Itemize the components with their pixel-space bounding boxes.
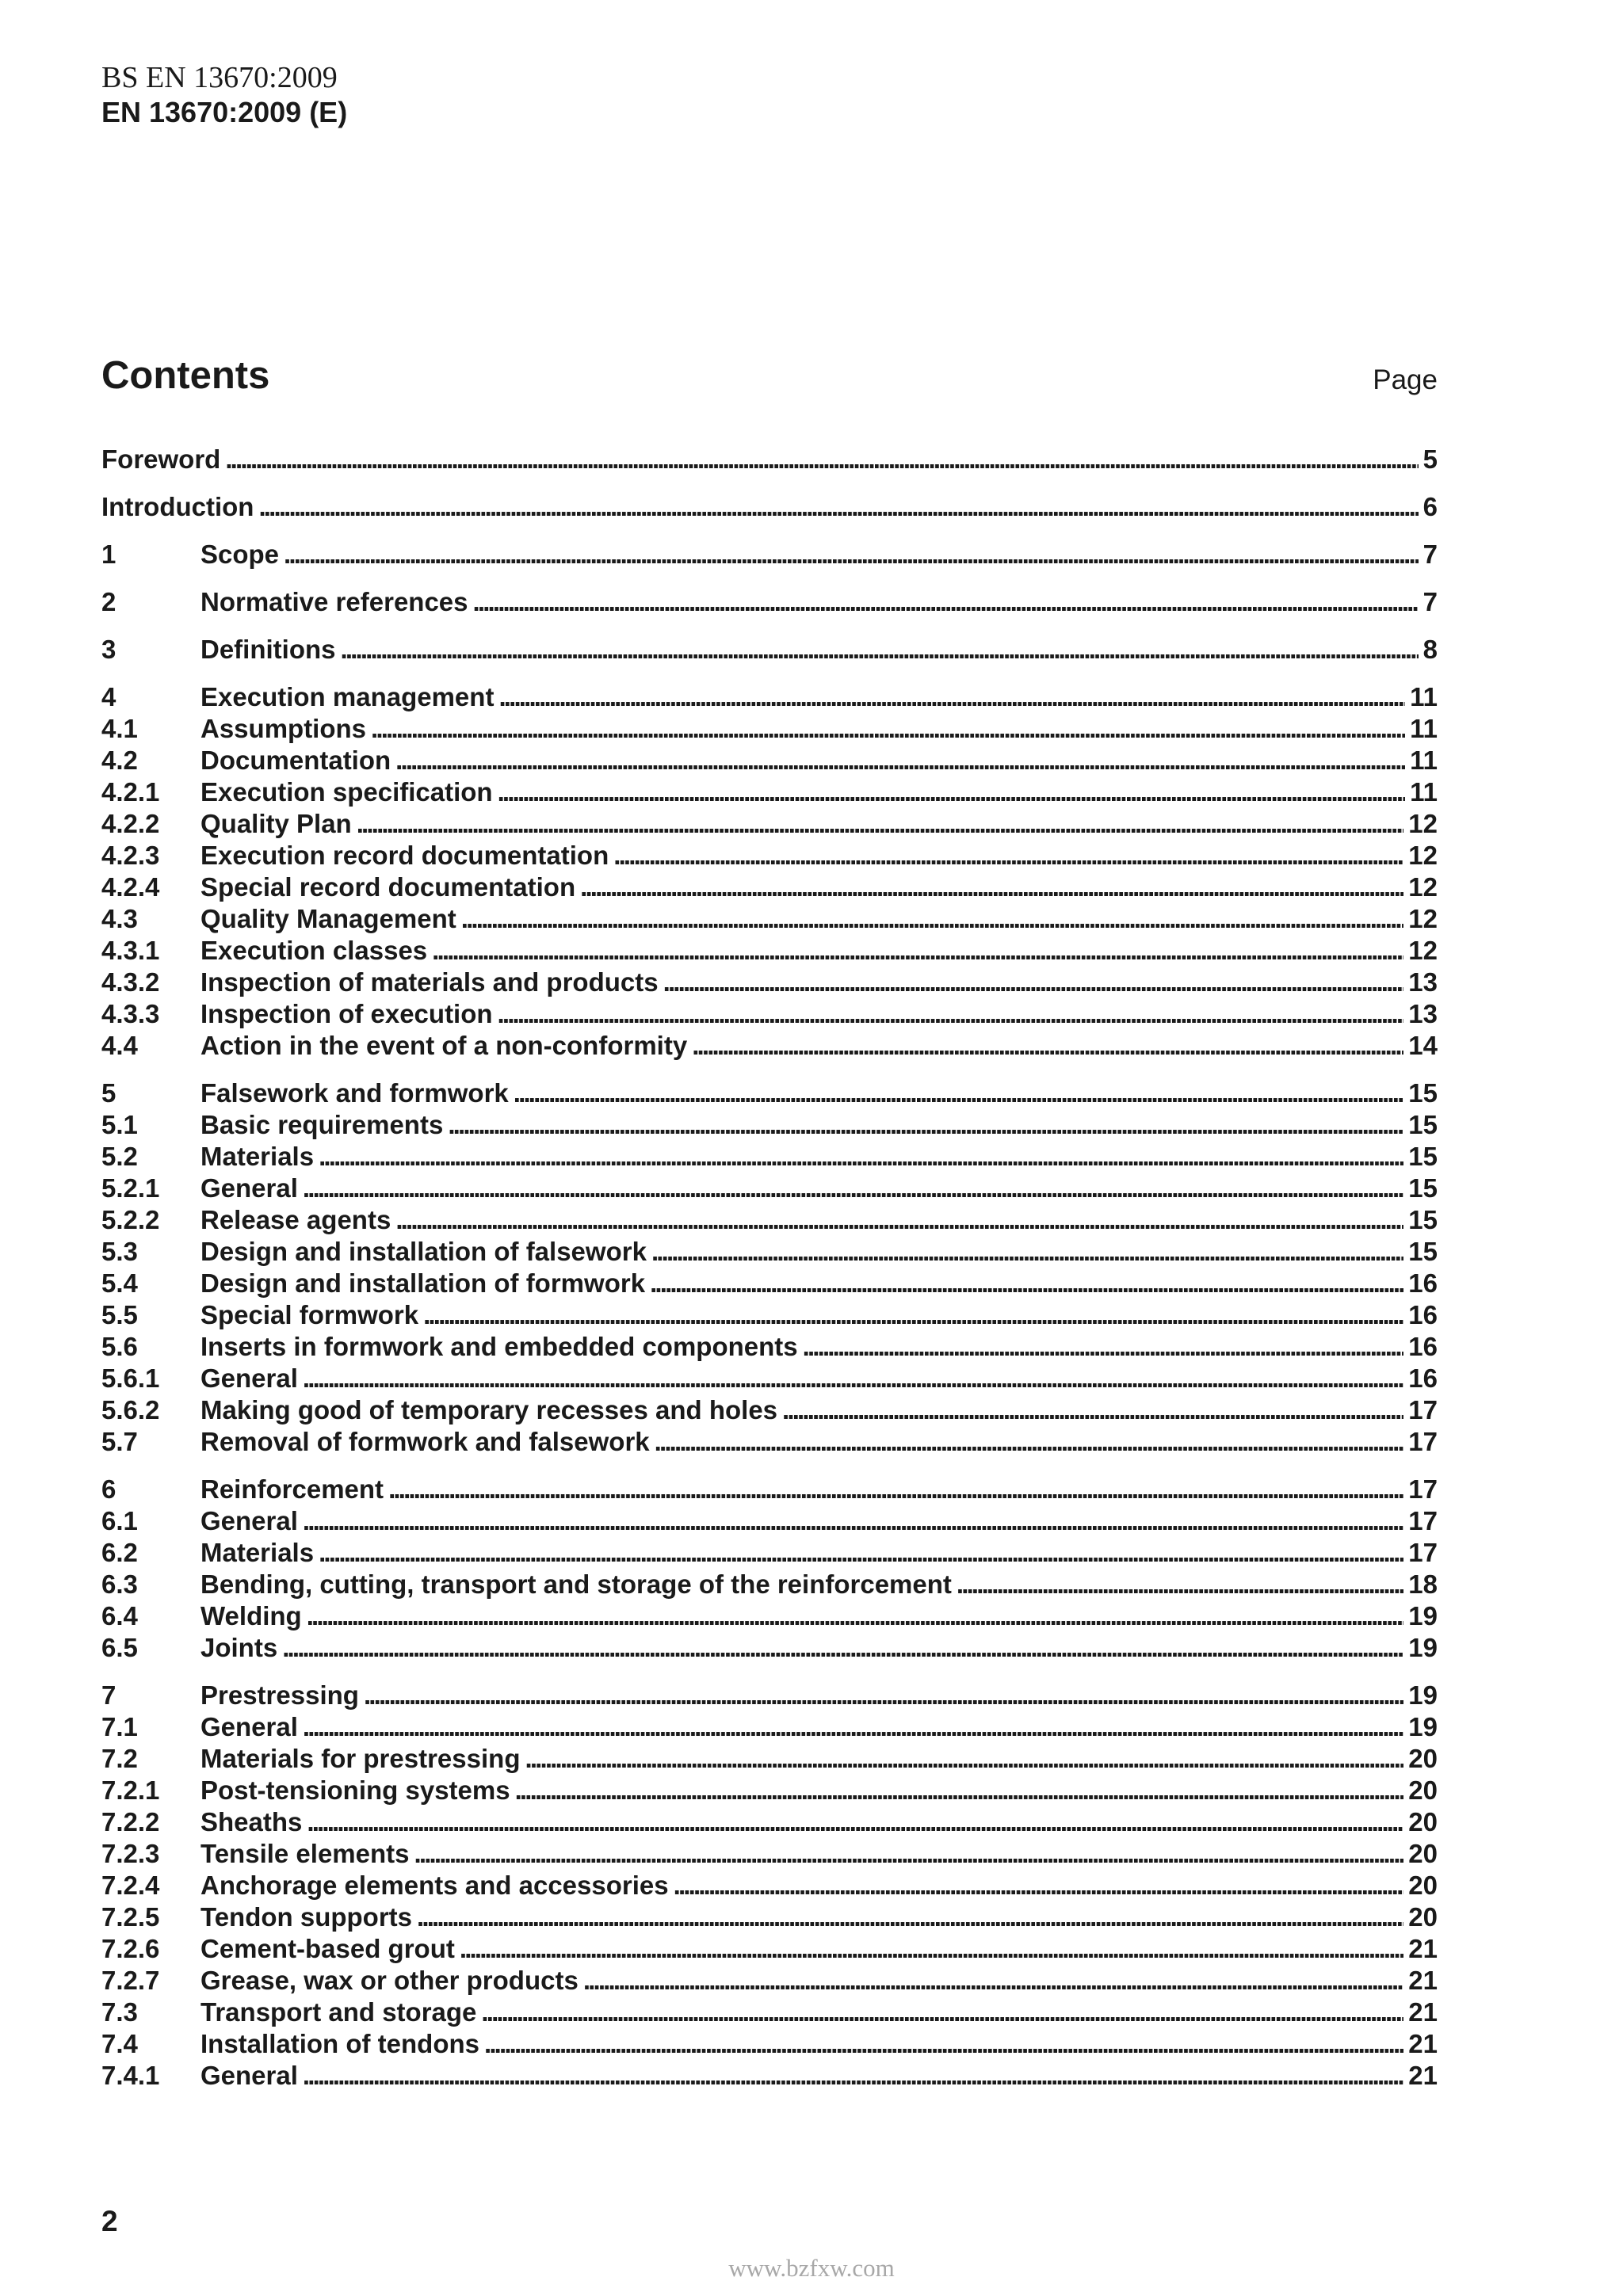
- toc-entry[interactable]: [101, 871, 1438, 903]
- toc-entry-number: 4.2: [101, 746, 138, 775]
- toc-entry-number: 7.2.7: [101, 1966, 160, 1995]
- toc-entry-page: 13: [1408, 999, 1438, 1028]
- toc-entry-number: 6.2: [101, 1538, 138, 1567]
- toc-entry-title: Falsework and formwork: [200, 1078, 509, 1108]
- toc-entry-number: 5.7: [101, 1427, 138, 1456]
- toc-entry-page: 11: [1410, 714, 1438, 743]
- toc-entry[interactable]: [101, 1933, 1438, 1965]
- toc-entry-number: 4.2.1: [101, 777, 160, 807]
- toc-dot-leader: [655, 1426, 1404, 1458]
- toc-entry-title: Introduction: [101, 492, 254, 521]
- toc-entry[interactable]: [101, 998, 1438, 1030]
- toc-entry-title: General: [200, 2061, 298, 2090]
- toc-entry-number: 5.2: [101, 1142, 138, 1171]
- toc-dot-leader: [357, 808, 1404, 840]
- toc-entry[interactable]: [101, 444, 1438, 475]
- toc-entry-title: Basic requirements: [200, 1110, 444, 1139]
- toc-entry-number: 7.2.1: [101, 1775, 160, 1805]
- toc-dot-leader: [580, 871, 1403, 903]
- toc-entry-title: General: [200, 1173, 298, 1203]
- toc-entry-page: 6: [1423, 492, 1438, 521]
- toc-entry-page: 19: [1408, 1680, 1438, 1710]
- toc-entry[interactable]: [101, 1632, 1438, 1664]
- toc-entry[interactable]: [101, 1299, 1438, 1331]
- toc-dot-leader: [674, 1870, 1404, 1901]
- document-id-header: BS EN 13670:2009: [101, 61, 338, 94]
- toc-entry-page: 19: [1408, 1633, 1438, 1662]
- toc-entry-number: 4: [101, 682, 116, 711]
- toc-entry-page: 21: [1408, 2061, 1438, 2090]
- toc-entry[interactable]: [101, 1870, 1438, 1901]
- toc-entry-number: 4.2.4: [101, 872, 160, 902]
- toc-entry[interactable]: [101, 1838, 1438, 1870]
- page-column-label: Page: [1373, 364, 1438, 395]
- toc-entry[interactable]: [101, 1965, 1438, 1997]
- toc-dot-leader: [371, 713, 1405, 745]
- toc-dot-leader: [498, 998, 1404, 1030]
- toc-entry-title: Joints: [200, 1633, 278, 1662]
- toc-entry-title: Execution record documentation: [200, 841, 609, 870]
- toc-entry-page: 11: [1410, 777, 1438, 807]
- toc-entry[interactable]: [101, 745, 1438, 776]
- toc-entry[interactable]: [101, 1331, 1438, 1363]
- toc-entry-page: 16: [1408, 1332, 1438, 1361]
- toc-entry[interactable]: [101, 1394, 1438, 1426]
- toc-dot-leader: [498, 681, 1405, 713]
- toc-dot-leader: [423, 1299, 1403, 1331]
- toc-entry[interactable]: [101, 1680, 1438, 1711]
- toc-entry-number: 7.2.6: [101, 1934, 160, 1963]
- toc-entry-page: 15: [1408, 1110, 1438, 1139]
- toc-entry-title: Action in the event of a non-conformity: [200, 1031, 688, 1060]
- toc-entry-title: Transport and storage: [200, 1997, 477, 2027]
- toc-dot-leader: [525, 1743, 1403, 1775]
- toc-entry-title: Making good of temporary recesses and holes: [200, 1395, 778, 1425]
- toc-entry-number: 7.2.2: [101, 1807, 160, 1836]
- toc-entry-number: 4.4: [101, 1031, 138, 1060]
- toc-entry-page: 17: [1408, 1538, 1438, 1567]
- toc-entry-number: 4.3.3: [101, 999, 160, 1028]
- toc-entry-number: 7.4.1: [101, 2061, 160, 2090]
- toc-dot-leader: [303, 1173, 1403, 1204]
- toc-entry[interactable]: [101, 935, 1438, 967]
- toc-entry-page: 15: [1408, 1078, 1438, 1108]
- toc-entry-number: 5.2.2: [101, 1205, 160, 1234]
- toc-dot-leader: [803, 1331, 1404, 1363]
- toc-dot-leader: [651, 1236, 1403, 1268]
- toc-entry-number: 6: [101, 1474, 116, 1504]
- contents-title: Contents: [101, 354, 270, 397]
- toc-entry[interactable]: [101, 1743, 1438, 1775]
- toc-entry-page: 20: [1408, 1902, 1438, 1932]
- toc-entry-page: 16: [1408, 1363, 1438, 1393]
- toc-entry-number: 5.6: [101, 1332, 138, 1361]
- toc-entry-page: 20: [1408, 1807, 1438, 1836]
- toc-entry[interactable]: [101, 1505, 1438, 1537]
- toc-entry[interactable]: [101, 1537, 1438, 1569]
- toc-entry-number: 4.3.2: [101, 967, 160, 997]
- toc-dot-leader: [613, 840, 1403, 871]
- toc-entry-title: Quality Management: [200, 904, 456, 933]
- toc-entry-title: Special formwork: [200, 1300, 419, 1329]
- toc-dot-leader: [957, 1569, 1403, 1600]
- toc-section-group: [101, 586, 1438, 618]
- toc-entry[interactable]: [101, 2060, 1438, 2092]
- toc-entry[interactable]: [101, 1901, 1438, 1933]
- toc-entry-title: Release agents: [200, 1205, 391, 1234]
- toc-entry-page: 20: [1408, 1839, 1438, 1868]
- toc-entry[interactable]: [101, 1173, 1438, 1204]
- toc-entry-page: 12: [1408, 904, 1438, 933]
- toc-entry[interactable]: [101, 1030, 1438, 1062]
- toc-dot-leader: [303, 1711, 1403, 1743]
- toc-section-group: [101, 634, 1438, 666]
- toc-entry-page: 15: [1408, 1173, 1438, 1203]
- toc-dot-leader: [448, 1109, 1403, 1141]
- toc-entry-title: Inserts in formwork and embedded components: [200, 1332, 798, 1361]
- toc-entry-title: General: [200, 1712, 298, 1741]
- toc-dot-leader: [258, 491, 1418, 523]
- toc-dot-leader: [303, 2060, 1403, 2092]
- toc-entry-number: 5: [101, 1078, 116, 1108]
- toc-dot-leader: [307, 1806, 1403, 1838]
- toc-dot-leader: [225, 444, 1418, 475]
- toc-entry-page: 13: [1408, 967, 1438, 997]
- toc-entry-title: Materials for prestressing: [200, 1744, 521, 1773]
- toc-entry-title: Bending, cutting, transport and storage of the reinforcement: [200, 1569, 952, 1599]
- table-of-contents: [101, 444, 1438, 2107]
- toc-entry[interactable]: [101, 539, 1438, 570]
- toc-entry-page: 8: [1423, 635, 1438, 664]
- toc-entry-number: 5.3: [101, 1237, 138, 1266]
- toc-entry[interactable]: [101, 2028, 1438, 2060]
- toc-dot-leader: [395, 1204, 1403, 1236]
- toc-entry[interactable]: [101, 491, 1438, 523]
- toc-entry[interactable]: [101, 1363, 1438, 1394]
- toc-dot-leader: [515, 1775, 1404, 1806]
- toc-entry-number: 7.4: [101, 2029, 138, 2058]
- toc-dot-leader: [417, 1901, 1403, 1933]
- toc-dot-leader: [307, 1600, 1404, 1632]
- toc-entry-number: 4.2.2: [101, 809, 160, 838]
- toc-entry-number: 5.1: [101, 1110, 138, 1139]
- toc-dot-leader: [583, 1965, 1403, 1997]
- toc-entry-number: 7: [101, 1680, 116, 1710]
- toc-entry-title: Execution management: [200, 682, 495, 711]
- toc-entry[interactable]: [101, 776, 1438, 808]
- toc-entry[interactable]: [101, 1806, 1438, 1838]
- toc-entry-title: Definitions: [200, 635, 336, 664]
- toc-entry-title: General: [200, 1506, 298, 1535]
- toc-entry[interactable]: [101, 1204, 1438, 1236]
- toc-entry[interactable]: [101, 681, 1438, 713]
- toc-entry-title: Inspection of execution: [200, 999, 493, 1028]
- toc-entry-page: 12: [1408, 936, 1438, 965]
- toc-entry-title: Materials: [200, 1538, 315, 1567]
- toc-dot-leader: [650, 1268, 1403, 1299]
- toc-entry-title: Grease, wax or other products: [200, 1966, 579, 1995]
- toc-entry-number: 2: [101, 587, 116, 616]
- toc-section-group: [101, 1474, 1438, 1664]
- toc-entry-page: 20: [1408, 1871, 1438, 1900]
- toc-entry[interactable]: [101, 1711, 1438, 1743]
- toc-entry-title: Prestressing: [200, 1680, 359, 1710]
- toc-dot-leader: [432, 935, 1403, 967]
- toc-entry-number: 6.1: [101, 1506, 138, 1535]
- toc-entry-number: 7.2: [101, 1744, 138, 1773]
- toc-entry[interactable]: [101, 1600, 1438, 1632]
- watermark: www.bzfxw.com: [728, 2254, 895, 2282]
- toc-entry-page: 19: [1408, 1712, 1438, 1741]
- toc-entry-title: Normative references: [200, 587, 468, 616]
- toc-entry[interactable]: [101, 840, 1438, 871]
- toc-entry-title: Execution classes: [200, 936, 428, 965]
- toc-entry-page: 7: [1423, 540, 1438, 569]
- toc-entry-title: Scope: [200, 540, 280, 569]
- toc-entry-number: 7.2.4: [101, 1871, 160, 1900]
- toc-entry-page: 21: [1408, 1966, 1438, 1995]
- toc-dot-leader: [395, 745, 1405, 776]
- toc-entry-page: 17: [1408, 1427, 1438, 1456]
- toc-entry-title: Tendon supports: [200, 1902, 413, 1932]
- toc-entry-title: Inspection of materials and products: [200, 967, 659, 997]
- toc-entry-page: 19: [1408, 1601, 1438, 1630]
- toc-entry-number: 7.3: [101, 1997, 138, 2027]
- toc-entry[interactable]: [101, 634, 1438, 666]
- toc-dot-leader: [319, 1141, 1403, 1173]
- toc-entry-number: 7.2.3: [101, 1839, 160, 1868]
- toc-entry[interactable]: [101, 1997, 1438, 2028]
- toc-entry-title: Materials: [200, 1142, 315, 1171]
- toc-entry[interactable]: [101, 586, 1438, 618]
- toc-entry-page: 12: [1408, 872, 1438, 902]
- toc-dot-leader: [388, 1474, 1403, 1505]
- toc-entry-number: 5.4: [101, 1268, 138, 1298]
- toc-section-group: [101, 681, 1438, 1062]
- toc-entry-page: 12: [1408, 809, 1438, 838]
- toc-dot-leader: [460, 1933, 1403, 1965]
- toc-entry-page: 18: [1408, 1569, 1438, 1599]
- toc-entry-page: 17: [1408, 1506, 1438, 1535]
- toc-entry[interactable]: [101, 808, 1438, 840]
- toc-section-group: [101, 539, 1438, 570]
- toc-entry[interactable]: [101, 903, 1438, 935]
- document-id-subheader: EN 13670:2009 (E): [101, 96, 348, 128]
- toc-entry-number: 7.1: [101, 1712, 138, 1741]
- toc-entry[interactable]: [101, 1109, 1438, 1141]
- toc-entry[interactable]: [101, 1569, 1438, 1600]
- toc-entry[interactable]: [101, 713, 1438, 745]
- toc-entry-page: 20: [1408, 1744, 1438, 1773]
- toc-dot-leader: [414, 1838, 1404, 1870]
- toc-section-group: [101, 491, 1438, 523]
- toc-entry-number: 5.2.1: [101, 1173, 160, 1203]
- toc-entry-page: 15: [1408, 1205, 1438, 1234]
- toc-entry[interactable]: [101, 1268, 1438, 1299]
- toc-entry[interactable]: [101, 1426, 1438, 1458]
- toc-entry-page: 21: [1408, 1997, 1438, 2027]
- toc-dot-leader: [473, 586, 1419, 618]
- toc-entry-title: Post-tensioning systems: [200, 1775, 510, 1805]
- toc-entry-number: 3: [101, 635, 116, 664]
- toc-entry-title: Assumptions: [200, 714, 367, 743]
- toc-entry-number: 5.5: [101, 1300, 138, 1329]
- toc-entry-title: General: [200, 1363, 298, 1393]
- toc-dot-leader: [782, 1394, 1403, 1426]
- toc-entry-page: 17: [1408, 1395, 1438, 1425]
- toc-dot-leader: [481, 1997, 1403, 2028]
- toc-entry-title: Documentation: [200, 746, 391, 775]
- toc-entry-title: Execution specification: [200, 777, 493, 807]
- toc-entry-title: Foreword: [101, 444, 221, 474]
- toc-entry-title: Sheaths: [200, 1807, 303, 1836]
- toc-entry-page: 11: [1410, 746, 1438, 775]
- toc-entry-number: 4.3.1: [101, 936, 160, 965]
- toc-entry-page: 11: [1410, 682, 1438, 711]
- toc-entry-page: 20: [1408, 1775, 1438, 1805]
- toc-entry-number: 7.2.5: [101, 1902, 160, 1932]
- toc-entry-number: 4.3: [101, 904, 138, 933]
- toc-entry-title: Tensile elements: [200, 1839, 410, 1868]
- toc-entry-page: 15: [1408, 1237, 1438, 1266]
- toc-entry-page: 15: [1408, 1142, 1438, 1171]
- toc-entry-page: 17: [1408, 1474, 1438, 1504]
- toc-section-group: [101, 1077, 1438, 1458]
- toc-entry-number: 1: [101, 540, 116, 569]
- toc-entry-page: 16: [1408, 1268, 1438, 1298]
- toc-entry-page: 21: [1408, 1934, 1438, 1963]
- toc-entry-page: 7: [1423, 587, 1438, 616]
- toc-entry[interactable]: [101, 1077, 1438, 1109]
- toc-dot-leader: [364, 1680, 1403, 1711]
- toc-dot-leader: [341, 634, 1419, 666]
- toc-entry[interactable]: [101, 1236, 1438, 1268]
- toc-dot-leader: [303, 1505, 1403, 1537]
- toc-dot-leader: [461, 903, 1404, 935]
- toc-entry-title: Installation of tendons: [200, 2029, 479, 2058]
- toc-entry-title: Removal of formwork and falsework: [200, 1427, 650, 1456]
- toc-entry-title: Quality Plan: [200, 809, 352, 838]
- toc-dot-leader: [319, 1537, 1403, 1569]
- toc-dot-leader: [303, 1363, 1403, 1394]
- toc-entry-number: 5.6.2: [101, 1395, 160, 1425]
- toc-entry-title: Design and installation of formwork: [200, 1268, 646, 1298]
- toc-entry-page: 16: [1408, 1300, 1438, 1329]
- toc-dot-leader: [663, 967, 1404, 998]
- toc-entry-number: 5.6.1: [101, 1363, 160, 1393]
- toc-entry-number: 4.2.3: [101, 841, 160, 870]
- toc-entry-title: Anchorage elements and accessories: [200, 1871, 669, 1900]
- toc-section-group: [101, 444, 1438, 475]
- toc-entry-page: 14: [1408, 1031, 1438, 1060]
- toc-entry-title: Cement-based grout: [200, 1934, 455, 1963]
- toc-entry-title: Design and installation of falsework: [200, 1237, 647, 1266]
- toc-entry-page: 5: [1423, 444, 1438, 474]
- toc-entry-page: 21: [1408, 2029, 1438, 2058]
- toc-entry-page: 12: [1408, 841, 1438, 870]
- toc-entry-title: Welding: [200, 1601, 302, 1630]
- toc-dot-leader: [484, 2028, 1403, 2060]
- toc-entry-title: Reinforcement: [200, 1474, 384, 1504]
- toc-entry[interactable]: [101, 1141, 1438, 1173]
- toc-entry[interactable]: [101, 1775, 1438, 1806]
- toc-dot-leader: [498, 776, 1406, 808]
- toc-section-group: [101, 1680, 1438, 2092]
- toc-entry-number: 6.3: [101, 1569, 138, 1599]
- toc-entry-number: 6.5: [101, 1633, 138, 1662]
- toc-dot-leader: [514, 1077, 1404, 1109]
- toc-entry[interactable]: [101, 1474, 1438, 1505]
- toc-entry-title: Special record documentation: [200, 872, 576, 902]
- toc-dot-leader: [692, 1030, 1403, 1062]
- toc-dot-leader: [284, 539, 1419, 570]
- toc-dot-leader: [282, 1632, 1403, 1664]
- toc-entry-number: 4.1: [101, 714, 138, 743]
- toc-entry[interactable]: [101, 967, 1438, 998]
- page-number: 2: [101, 2205, 118, 2237]
- toc-entry-number: 6.4: [101, 1601, 138, 1630]
